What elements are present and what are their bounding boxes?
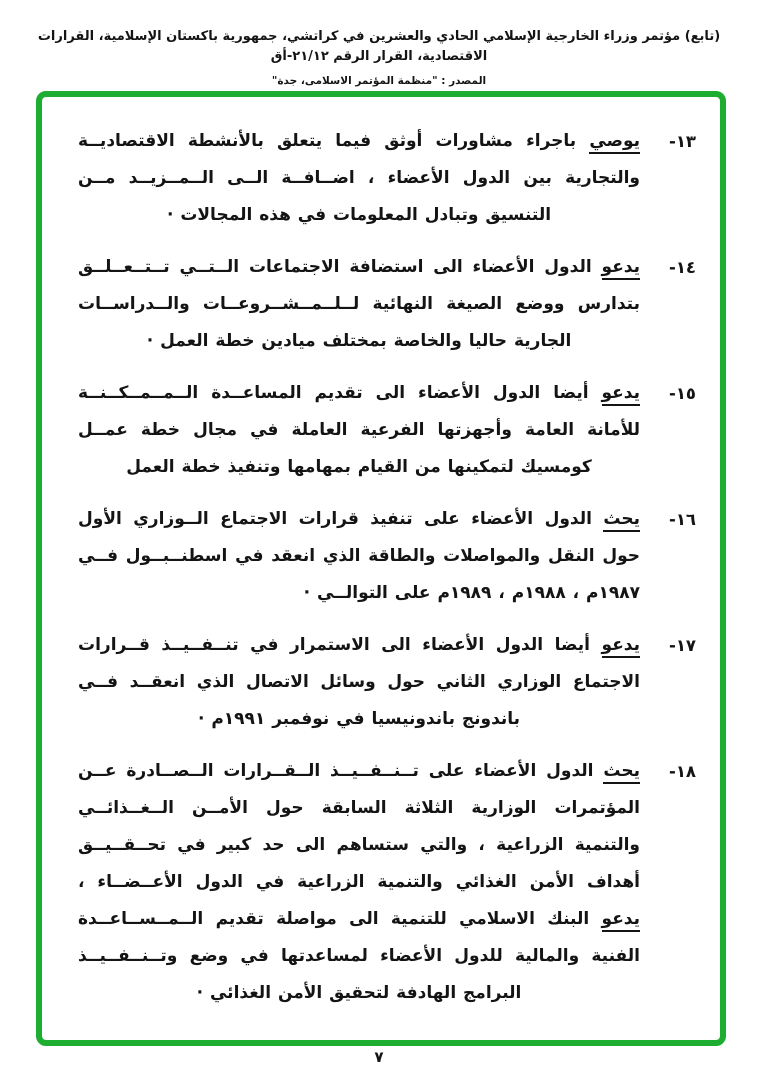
- item-text: [78, 249, 640, 360]
- text-line: الفنية والمالية للدول الأعضاء لمساعدتها في وضع وتــنــفــيــذ: [78, 946, 640, 966]
- lead-word: يدعو: [602, 909, 640, 932]
- resolution-item-17: [78, 627, 696, 738]
- text-line: الاجتماع الوزاري الثاني حول وسائل الاتصال الذي انعقــد فــي: [78, 672, 640, 692]
- resolution-item-18: [78, 753, 696, 1012]
- line-text: الدول الأعضاء الى استضافة الاجتماعات الــتــي تــتــعــلــق: [78, 257, 592, 277]
- line-text: أيضا الدول الأعضاء الى الاستمرار في تنــفــيــذ قــرارات: [78, 635, 590, 655]
- lead-word: يدعو: [602, 257, 640, 280]
- text-line: المؤتمرات الوزارية الثلاثة السابقة حول الأمــن الــغــذائــي: [78, 798, 640, 818]
- lead-word: يدعو: [602, 383, 640, 406]
- content-frame: [36, 91, 726, 1046]
- text-line: والتنمية الزراعية ، والتي ستساهم الى حد كبير في تحــقــيــق: [78, 835, 640, 855]
- item-number: ١٦-: [668, 510, 696, 529]
- text-line: [78, 123, 640, 160]
- item-number: ١٣-: [668, 132, 696, 151]
- item-number: ١٧-: [668, 636, 696, 655]
- item-text: [78, 375, 640, 486]
- line-text: البنك الاسلامي للتنمية الى مواصلة تقديم الــمــســاعــدة: [78, 909, 590, 929]
- line-text: الدول الأعضاء على تــنــفــيــذ الــقــرارات الــصــادرة عــن: [78, 761, 594, 781]
- resolution-item-16: [78, 501, 696, 612]
- text-line: ١٩٨٧م ، ١٩٨٨م ، ١٩٨٩م على التوالــي ·: [303, 583, 640, 603]
- text-line: كومسيك لتمكينها من القيام بمهامها وتنفيذ خطة العمل: [126, 457, 592, 477]
- text-line: [78, 901, 640, 938]
- resolution-item-13: [78, 123, 696, 234]
- text-line: أهداف الأمن الغذائي والتنمية الزراعية في الدول الأعــضــاء ،: [78, 872, 640, 892]
- text-line: والتجارية بين الدول الأعضاء ، اضــافــة الــى الــمــزيــد مــن: [78, 168, 640, 188]
- text-line: [78, 627, 640, 664]
- header-source: المصدر : "منظمة المؤتمر الاسلامى، جدة": [271, 75, 487, 87]
- lead-word: يدعو: [602, 635, 640, 658]
- line-text: باجراء مشاورات أوثق فيما يتعلق بالأنشطة الاقتصاديــة: [78, 131, 577, 151]
- text-line: الجارية حاليا والخاصة بمختلف ميادين خطة العمل ·: [146, 331, 572, 351]
- text-line: التنسيق وتبادل المعلومات في هذه المجالات ·: [166, 205, 552, 225]
- text-line: [78, 375, 640, 412]
- text-line: البرامج الهادفة لتحقيق الأمن الغذائي ·: [196, 983, 522, 1003]
- resolution-item-15: [78, 375, 696, 486]
- line-text: أيضا الدول الأعضاء الى تقديم المساعــدة الــمــمــكــنــة: [78, 383, 589, 403]
- text-line: حول النقل والمواصلات والطاقة الذي انعقد في اسطنــبــول فــي: [78, 546, 640, 566]
- resolution-item-14: [78, 249, 696, 360]
- text-line: [78, 753, 640, 790]
- lead-word: يحث: [603, 509, 640, 532]
- page-number: ٧: [374, 1048, 384, 1066]
- document-header: [0, 27, 758, 89]
- line-text: الدول الأعضاء على تنفيذ قرارات الاجتماع الــوزاري الأول: [78, 509, 592, 529]
- lead-word: يوصي: [589, 131, 640, 154]
- item-number: ١٤-: [668, 258, 696, 277]
- text-line: [78, 501, 640, 538]
- lead-word: يحث: [603, 761, 640, 784]
- item-text: [78, 501, 640, 612]
- item-text: [78, 123, 640, 234]
- item-text: [78, 753, 640, 1012]
- item-number: ١٥-: [668, 384, 696, 403]
- item-number: ١٨-: [668, 762, 696, 781]
- text-line: للأمانة العامة وأجهزتها الفرعية العاملة في مجال خطة عمــل: [78, 420, 640, 440]
- text-line: [78, 249, 640, 286]
- header-title: (تابع) مؤتمر وزراء الخارجية الإسلامي الحادي والعشرين في كراتشي، جمهورية باكستان الإسلامية، القرارات الاقتصادية، القرار الرقم ٢١/١٢-أق: [37, 29, 721, 64]
- item-text: [78, 627, 640, 738]
- text-line: بتدارس ووضع الصيغة النهائية لــلــمــشــروعــات والــدراســات: [78, 294, 640, 314]
- text-line: باندونج باندونيسيا في نوفمبر ١٩٩١م ·: [197, 709, 521, 729]
